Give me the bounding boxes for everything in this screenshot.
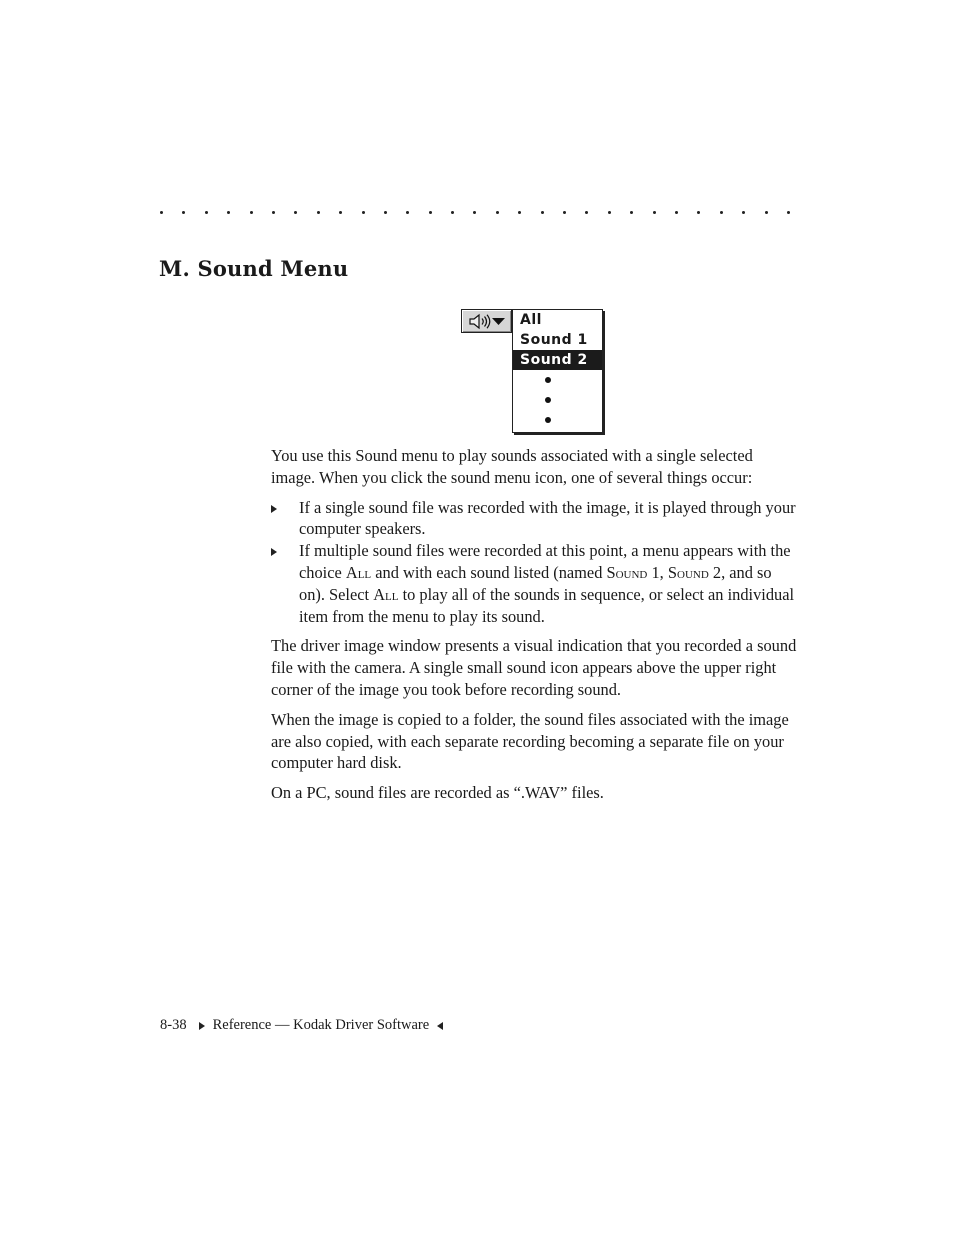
bullet-text-3: 1, xyxy=(647,562,668,582)
triangle-down-icon xyxy=(492,318,505,325)
paragraph-copy: When the image is copied to a folder, the sound files associated with the image are also copied, with each separate recording becoming a separate file on your computer hard disk. xyxy=(271,709,789,773)
footer-section-title: Reference — Kodak Driver Software xyxy=(212,1017,430,1033)
triangle-left-icon xyxy=(437,1022,443,1030)
bullet-text: If a single sound file was recorded with the image, it is played through your computer speakers. xyxy=(299,497,796,539)
menu-item-all[interactable]: All xyxy=(520,312,542,328)
page-footer xyxy=(160,1017,443,1034)
menu-item-sound-2[interactable]: Sound 2 xyxy=(513,350,602,370)
sound-dropdown-menu xyxy=(512,309,603,433)
section-heading: M. Sound Menu xyxy=(159,256,349,281)
bullet-item-single xyxy=(271,497,801,541)
paragraph-wav: On a PC, sound files are recorded as “.WAV” files. xyxy=(271,783,604,803)
intro-paragraph: You use this Sound menu to play sounds associated with a single selected image. When you click the sound menu icon, one of several things occur: xyxy=(271,446,753,487)
triangle-bullet-icon xyxy=(271,548,277,556)
ellipsis-dot xyxy=(513,390,602,410)
bullet-text-2: and with each sound listed (named xyxy=(371,562,607,582)
all-term: All xyxy=(345,562,372,582)
bullet-item-multiple xyxy=(271,540,801,627)
all-term: All xyxy=(373,584,399,604)
bullet-text-1: If multiple sound files were recorded at this point, a menu appears with the choice xyxy=(299,541,791,582)
dotted-separator xyxy=(160,205,790,219)
bullet-list xyxy=(271,497,801,628)
page-number: 8-38 xyxy=(160,1017,187,1033)
menu-item-sound-1[interactable]: Sound 1 xyxy=(520,332,588,348)
body-text xyxy=(271,445,801,812)
bullet-text-4: 2, and so on). Select xyxy=(299,562,772,604)
triangle-bullet-icon xyxy=(271,505,277,513)
triangle-right-icon xyxy=(199,1022,205,1030)
sound-menu-button[interactable] xyxy=(461,309,512,333)
paragraph-indicator: The driver image window presents a visual indication that you recorded a sound file with the camera. A single small sound icon appears above the upper right corner of the image you took before recording sound. xyxy=(271,636,797,699)
sound-term: Sound xyxy=(667,562,709,582)
ellipsis-dot xyxy=(513,370,602,390)
bullet-text-5: to play all of the sounds in sequence, or select an individual item from the menu to play its sound. xyxy=(299,584,795,626)
speaker-icon xyxy=(468,313,506,330)
sound-term: Sound xyxy=(606,562,648,582)
ellipsis-dot xyxy=(513,410,602,430)
